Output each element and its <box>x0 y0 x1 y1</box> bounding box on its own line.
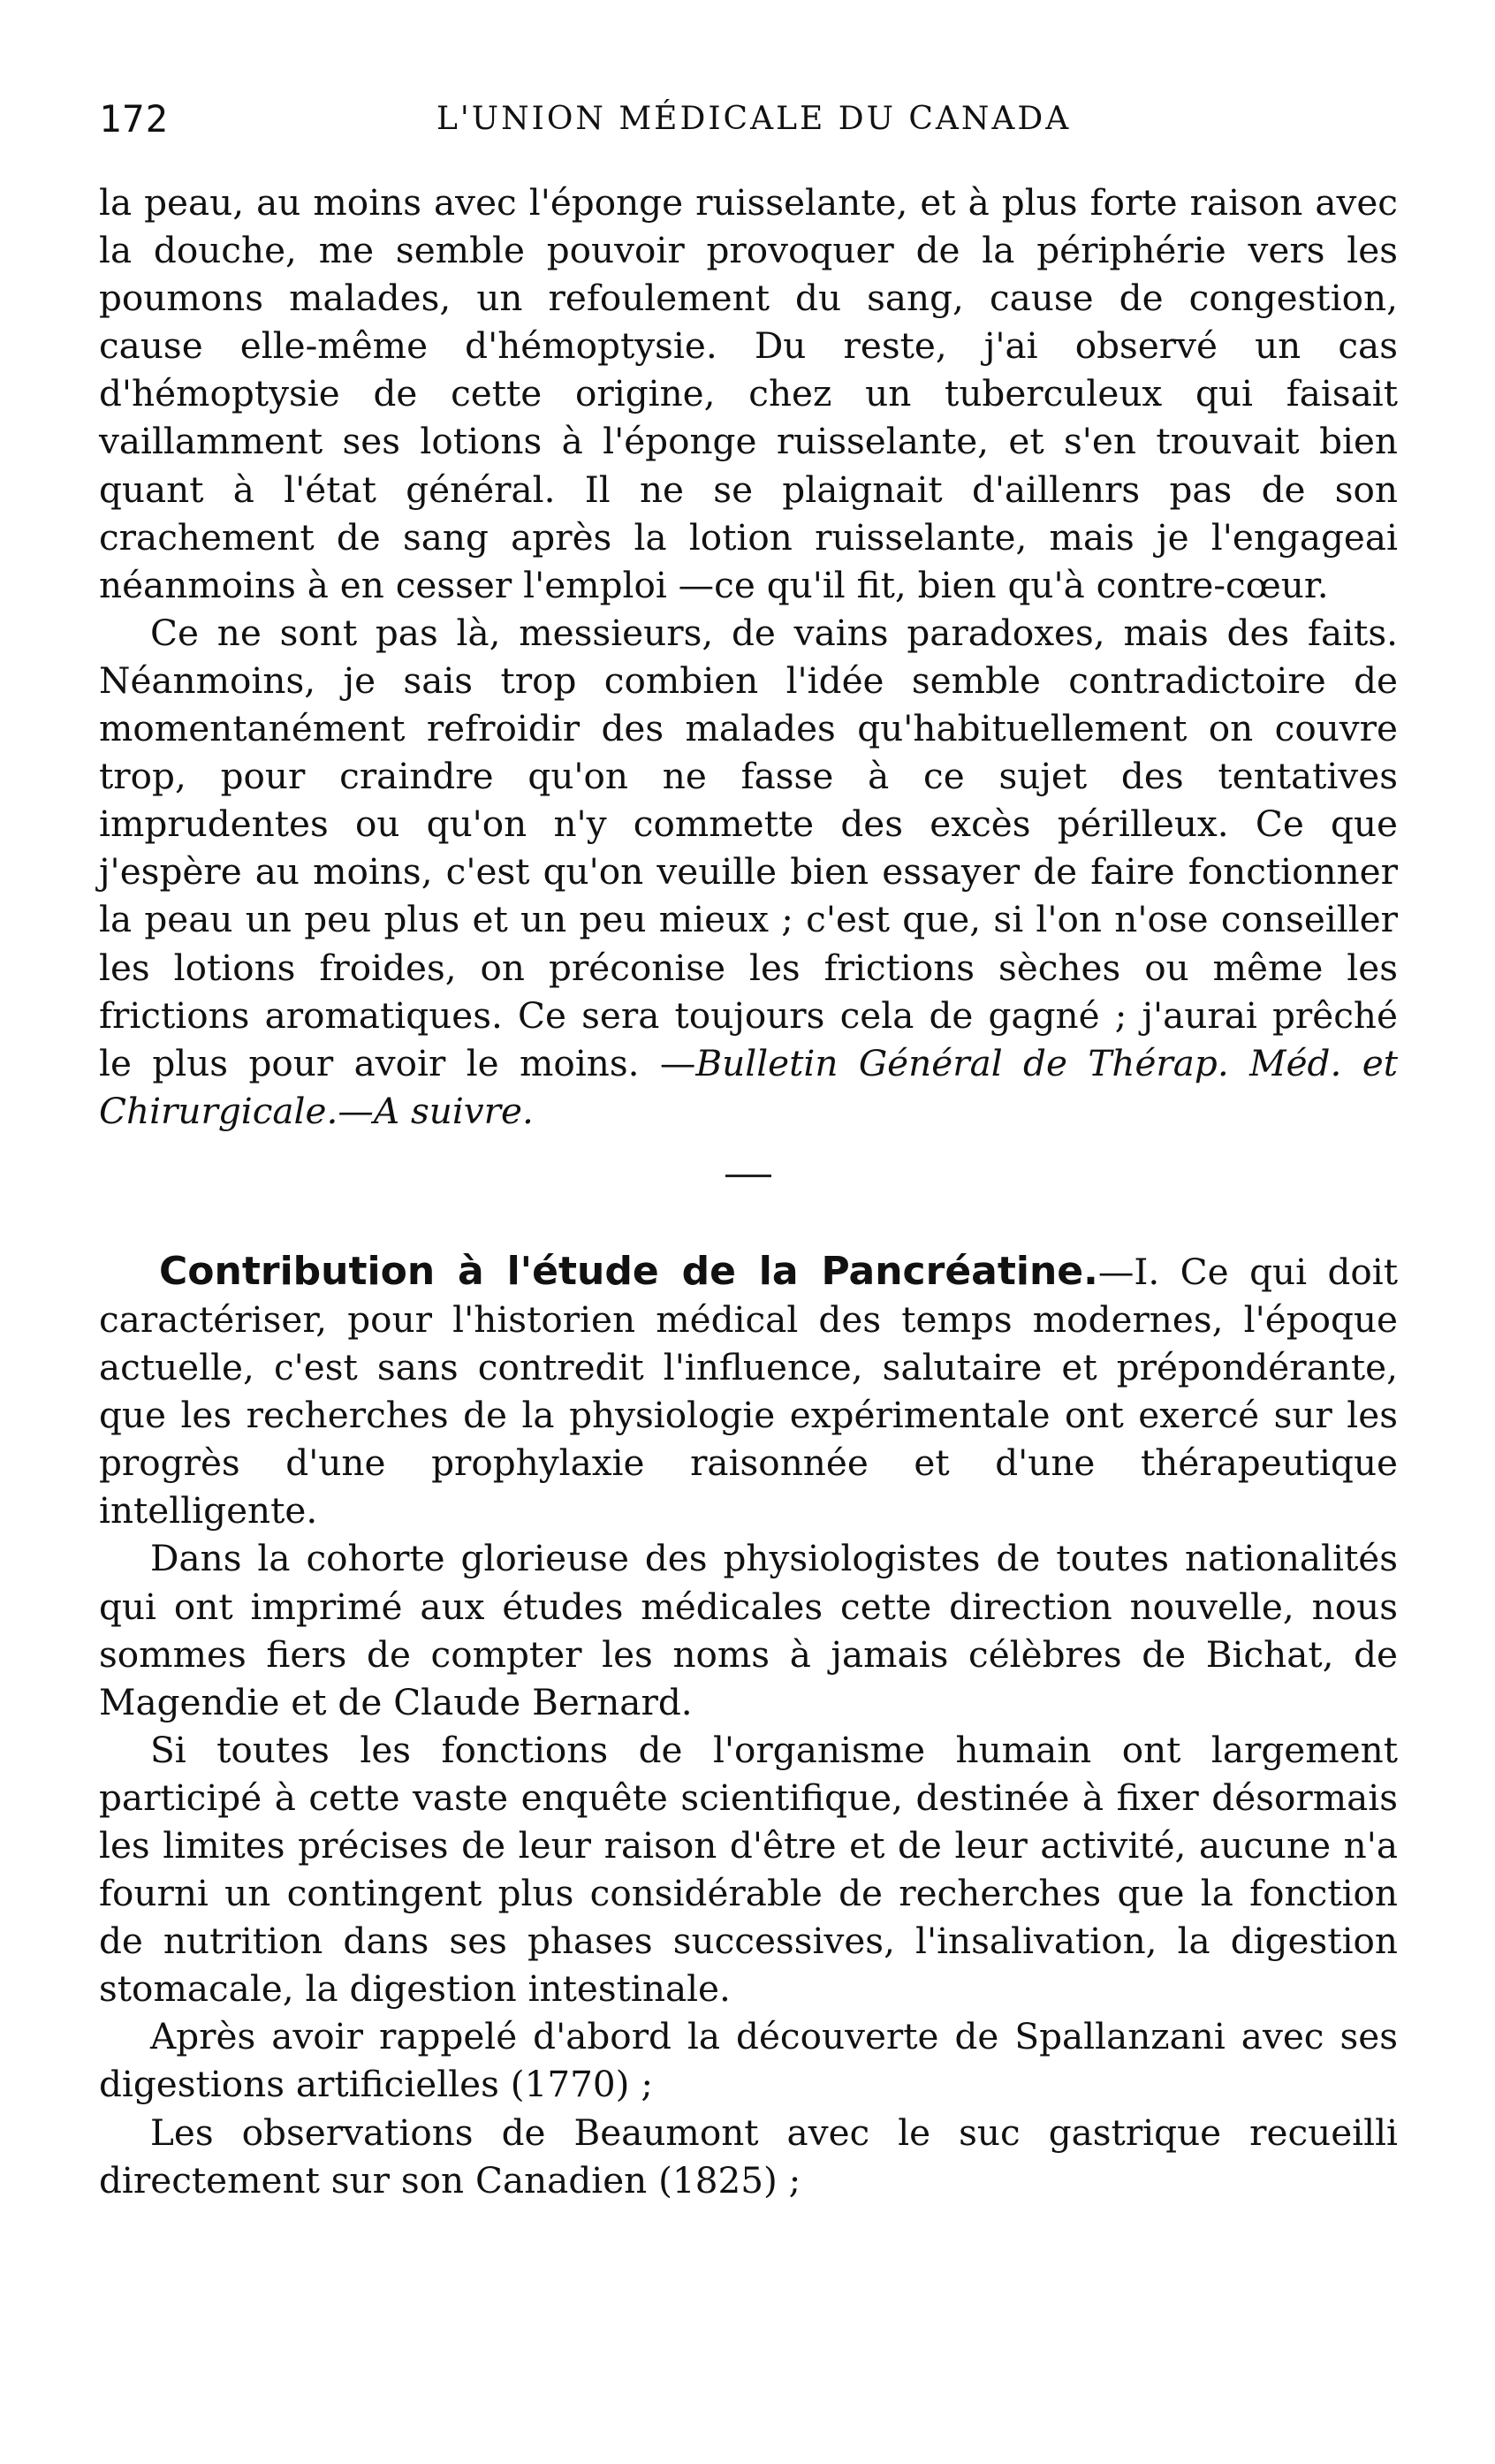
intro-text: —I. Ce qui doit caractériser, pour l'historien médical des temps modernes, l'époque actuelle, c'est sans contredit l'influence, salutaire et prépondérante, que les recherches de la physiologie expérimentale ont exercé sur les progrès d'une prophylaxie raisonnée et d'une thérapeutique intelligente. <box>99 1250 1399 1532</box>
paragraph: Après avoir rappelé d'abord la découverte de Spallanzani avec ses digestions artificielles (1770) ; <box>99 2015 1398 2106</box>
article-heading: Contribution à l'étude de la Pancréatine. <box>159 1248 1098 1294</box>
paragraph: Dans la cohorte glorieuse des physiologistes de toutes nationalités qui ont imprimé aux études médicales cette direction nouvelle, nous sommes fiers de compter les noms à jamais célèbres de Bichat, de Magendie et de Claude Bernard. <box>99 1537 1398 1723</box>
article-intro <box>99 1248 1398 1535</box>
citation: Bulletin Général de Thérap. Méd. et Chirurgicale.—A suivre. <box>99 1041 1398 1132</box>
paragraph: Les observations de Beaumont avec le suc gastrique recueilli directement sur son Canadien (1825) ; <box>99 2110 1398 2202</box>
running-header <box>99 97 1398 150</box>
continued-article <box>99 179 1398 1135</box>
section-divider <box>725 1175 771 1177</box>
paragraph-text: Ce ne sont pas là, messieurs, de vains paradoxes, mais des faits. Néanmoins, je sais trop combien l'idée semble contradictoire de momentanément refroidir des malades qu'habituellement on couvre trop, pour craindre qu'on ne fasse à ce sujet des tentatives imprudentes ou qu'on n'y commette des excès périlleux. Ce que j'espère au moins, c'est qu'on veuille bien essayer de faire fonctionner la peau un peu plus et un peu mieux ; c'est que, si l'on n'ose conseiller les lotions froides, on préconise les frictions sèches ou même les frictions aromatiques. Ce sera toujours cela de gagné ; j'aurai prêché le plus pour avoir le moins. — <box>99 611 1398 1084</box>
document-page <box>99 97 1398 2204</box>
paragraph: la peau, au moins avec l'éponge ruisselante, et à plus forte raison avec la douche, me semble pouvoir provoquer de la périphérie vers les poumons malades, un refoulement du sang, cause de congestion, cause elle-même d'hémoptysie. Du reste, j'ai observé un cas d'hémoptysie de cette origine, chez un tuberculeux qui faisait vaillamment ses lotions à l'éponge ruisselante, et s'en trouvait bien quant à l'état général. Il ne se plaignait d'aillenrs pas de son crachement de sang après la lotion ruisselante, mais je l'engageai néanmoins à en cesser l'emploi —ce qu'il fit, bien qu'à contre-cœur. <box>99 181 1398 606</box>
paragraph <box>99 609 1398 1135</box>
page-number: 172 <box>99 97 169 141</box>
paragraph: Si toutes les fonctions de l'organisme humain ont largement participé à cette vaste enquête scientifique, destinée à fixer désormais les limites précises de leur raison d'être et de leur activité, aucune n'a fourni un contingent plus considérable de recherches que la fonction de nutrition dans ses phases successives, l'insalivation, la digestion stomacale, la digestion intestinale. <box>99 1728 1398 2011</box>
new-article <box>99 1248 1398 2204</box>
journal-title: L'UNION MÉDICALE DU CANADA <box>436 101 1072 137</box>
